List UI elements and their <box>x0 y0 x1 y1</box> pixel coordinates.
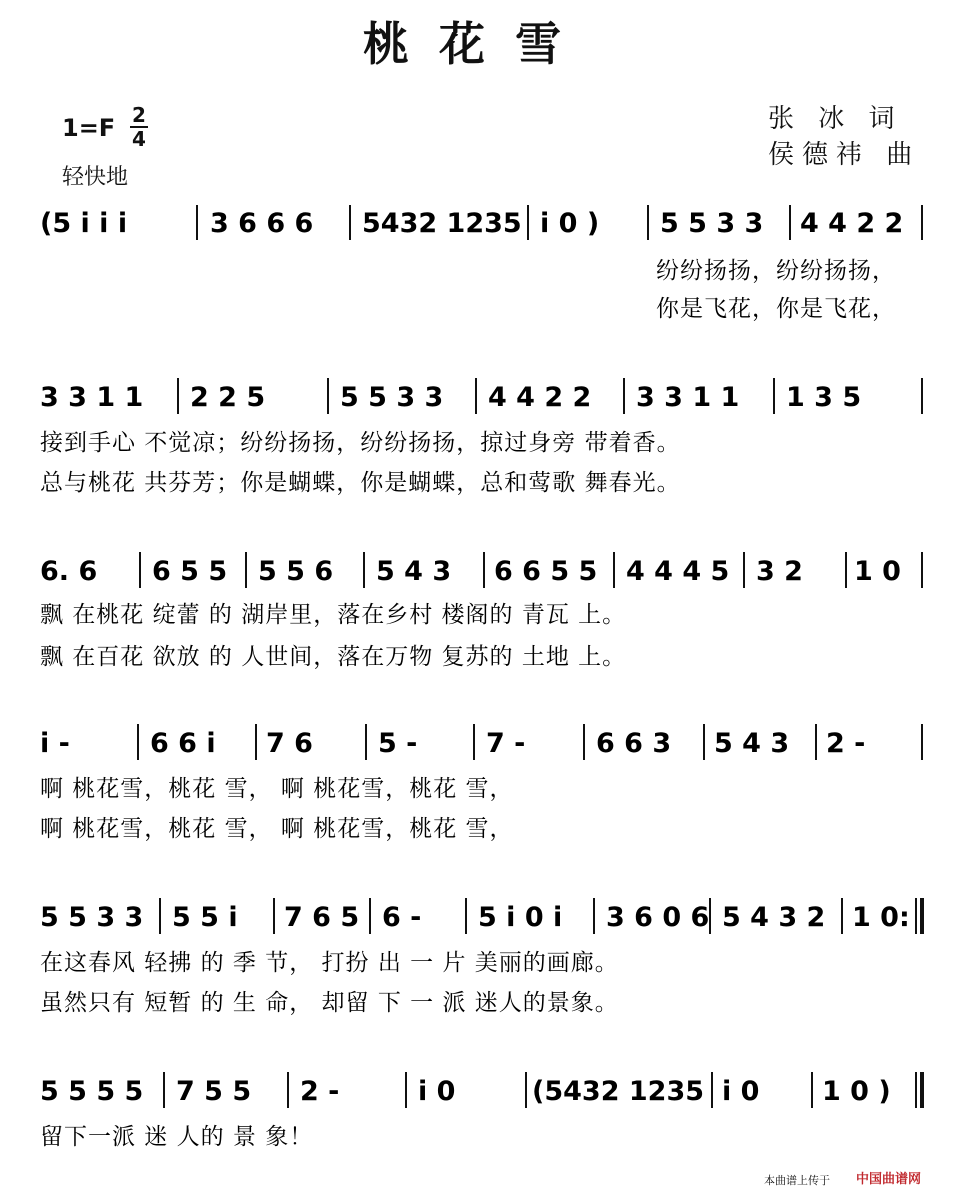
composer-credit: 侯德祎 曲 <box>768 140 921 170</box>
lyric-verse-2: 你是飞花，你是飞花， <box>656 296 896 322</box>
note-glyph: 6 6 3 <box>596 728 672 759</box>
note-glyph: 6 6 5 5 <box>494 556 598 587</box>
note-glyph: 6 5 5 <box>152 556 228 587</box>
note-glyph: 7 6 <box>266 728 313 759</box>
time-signature-numerator: 2 <box>132 103 146 127</box>
tempo-marking: 轻快地 <box>62 165 129 190</box>
note-glyph: 5 5 3 3 <box>660 208 764 239</box>
lyric-verse-1: 留下一派 迷 人的 景 象！ <box>40 1124 314 1150</box>
note-glyph: 5 5 i <box>172 902 238 933</box>
note-glyph: 7 - <box>486 728 526 759</box>
song-title: 桃花雪 <box>363 17 591 71</box>
note-glyph: 7 6 5 <box>284 902 360 933</box>
note-glyph: i - <box>40 728 70 759</box>
note-glyph: i 0 <box>722 1076 760 1107</box>
score-line-1 <box>40 205 922 240</box>
note-glyph: 3 3 1 1 <box>636 382 740 413</box>
note-glyph: 7 5 5 <box>176 1076 252 1107</box>
time-signature-denominator: 4 <box>132 127 146 151</box>
note-glyph: 2 - <box>300 1076 340 1107</box>
lyric-verse-2: 虽然只有 短暂 的 生 命， 却留 下 一 派 迷人的景象。 <box>40 990 619 1016</box>
note-glyph: 2 - <box>826 728 866 759</box>
lyric-verse-1: 啊 桃花雪，桃花 雪， 啊 桃花雪，桃花 雪， <box>40 776 514 802</box>
note-glyph: i 0 ) <box>540 208 600 239</box>
key-signature: 1=F <box>62 114 116 142</box>
note-glyph: 4 4 4 5 <box>626 556 730 587</box>
note-glyph: 1 0 <box>854 556 901 587</box>
note-glyph: 1 0: <box>852 902 910 933</box>
note-glyph: 3 6 0 6 <box>606 902 710 933</box>
note-glyph: 5 5 3 3 <box>40 902 144 933</box>
note-glyph: 5 4 3 2 <box>722 902 826 933</box>
note-glyph: (5432 1235 <box>532 1076 705 1107</box>
note-glyph: 5 - <box>378 728 418 759</box>
note-glyph: 5 i 0 i <box>478 902 563 933</box>
score-line-6 <box>40 1072 922 1108</box>
note-glyph: 4 4 2 2 <box>800 208 904 239</box>
score-line-5 <box>40 898 922 934</box>
lyric-verse-1: 在这春风 轻拂 的 季 节， 打扮 出 一 片 美丽的画廊。 <box>40 950 619 976</box>
note-glyph: i 0 <box>418 1076 456 1107</box>
lyric-verse-2: 啊 桃花雪，桃花 雪， 啊 桃花雪，桃花 雪， <box>40 816 514 842</box>
note-glyph: 6 6 i <box>150 728 216 759</box>
note-glyph: 5 4 3 <box>376 556 452 587</box>
note-glyph: 2 2 5 <box>190 382 266 413</box>
note-glyph: 1 3 5 <box>786 382 862 413</box>
score-line-3 <box>40 552 922 588</box>
note-glyph: 3 2 <box>756 556 803 587</box>
note-glyph: 4 4 2 2 <box>488 382 592 413</box>
lyric-verse-1: 纷纷扬扬，纷纷扬扬， <box>656 258 896 284</box>
lyric-verse-2: 总与桃花 共芬芳；你是蝴蝶，你是蝴蝶，总和莺歌 舞春光。 <box>40 470 681 496</box>
lyric-verse-2: 飘 在百花 欲放 的 人世间，落在万物 复苏的 土地 上。 <box>40 644 627 670</box>
score-line-2 <box>40 378 922 414</box>
note-glyph: (5 i i i <box>40 208 128 239</box>
note-glyph: 3 3 1 1 <box>40 382 144 413</box>
note-glyph: 5 5 3 3 <box>340 382 444 413</box>
note-glyph: 1 0 ) <box>822 1076 891 1107</box>
note-glyph: 5 5 6 <box>258 556 334 587</box>
note-glyph: 5 4 3 <box>714 728 790 759</box>
note-glyph: 6. 6 <box>40 556 98 587</box>
note-glyph: 5 5 5 5 <box>40 1076 144 1107</box>
note-glyph: 3 6 6 6 <box>210 208 314 239</box>
lyric-verse-1: 接到手心 不觉凉；纷纷扬扬，纷纷扬扬，掠过身旁 带着香。 <box>40 430 681 456</box>
footer-note: 本曲谱上传于 <box>764 1174 830 1187</box>
note-glyph: 5432 1235 <box>362 208 522 239</box>
score-line-4 <box>40 724 922 760</box>
site-logo: 中国曲谱网 <box>856 1172 922 1187</box>
lyricist-credit: 张 冰 词 <box>768 104 903 134</box>
note-glyph: 6 - <box>382 902 422 933</box>
lyric-verse-1: 飘 在桃花 绽蕾 的 湖岸里，落在乡村 楼阁的 青瓦 上。 <box>40 602 627 628</box>
